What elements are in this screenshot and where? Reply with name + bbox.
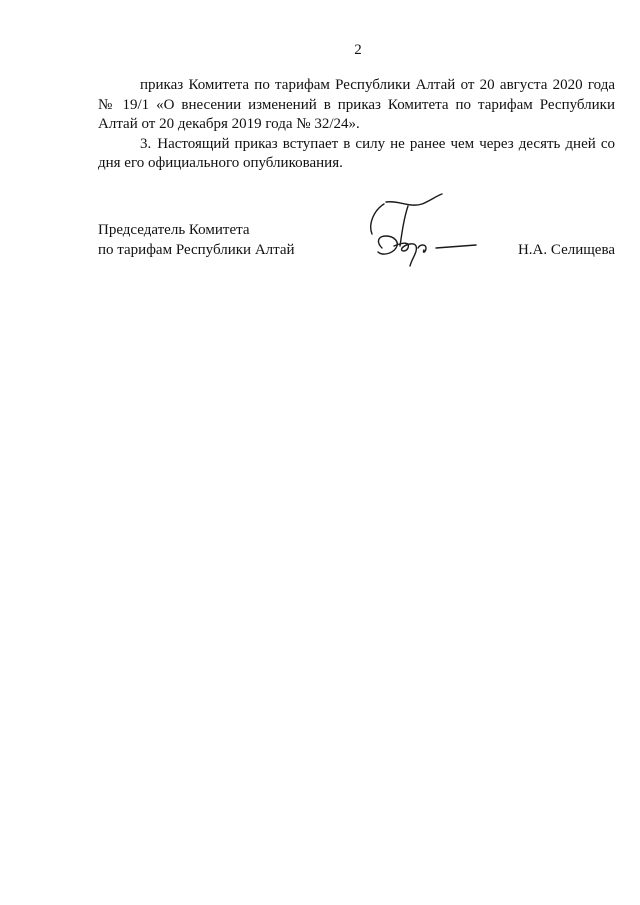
paragraph-3-text: Настоящий приказ вступает в силу не ранее чем через десять дней со дня его официального опубликования. [98,135,615,171]
signature-block [98,221,615,271]
paragraph-3-number: 3. [140,135,152,152]
signer-title [98,221,295,260]
document-body [98,76,615,174]
page-number: 2 [354,42,362,58]
paragraph-3 [98,135,615,174]
paragraph-continued: приказ Комитета по тарифам Республики Алтай от 20 августа 2020 года № 19/1 «О внесении изменений в приказ Комитета по тарифам Республики Алтай от 20 декабря 2019 года № 32/24». [98,77,615,132]
signer-title-line-1: Председатель Комитета [98,222,250,238]
signer-name: Н.А. Селищева [517,241,615,258]
handwritten-signature-icon [364,192,484,272]
signer-title-line-2: по тарифам Республики Алтай [98,241,295,258]
